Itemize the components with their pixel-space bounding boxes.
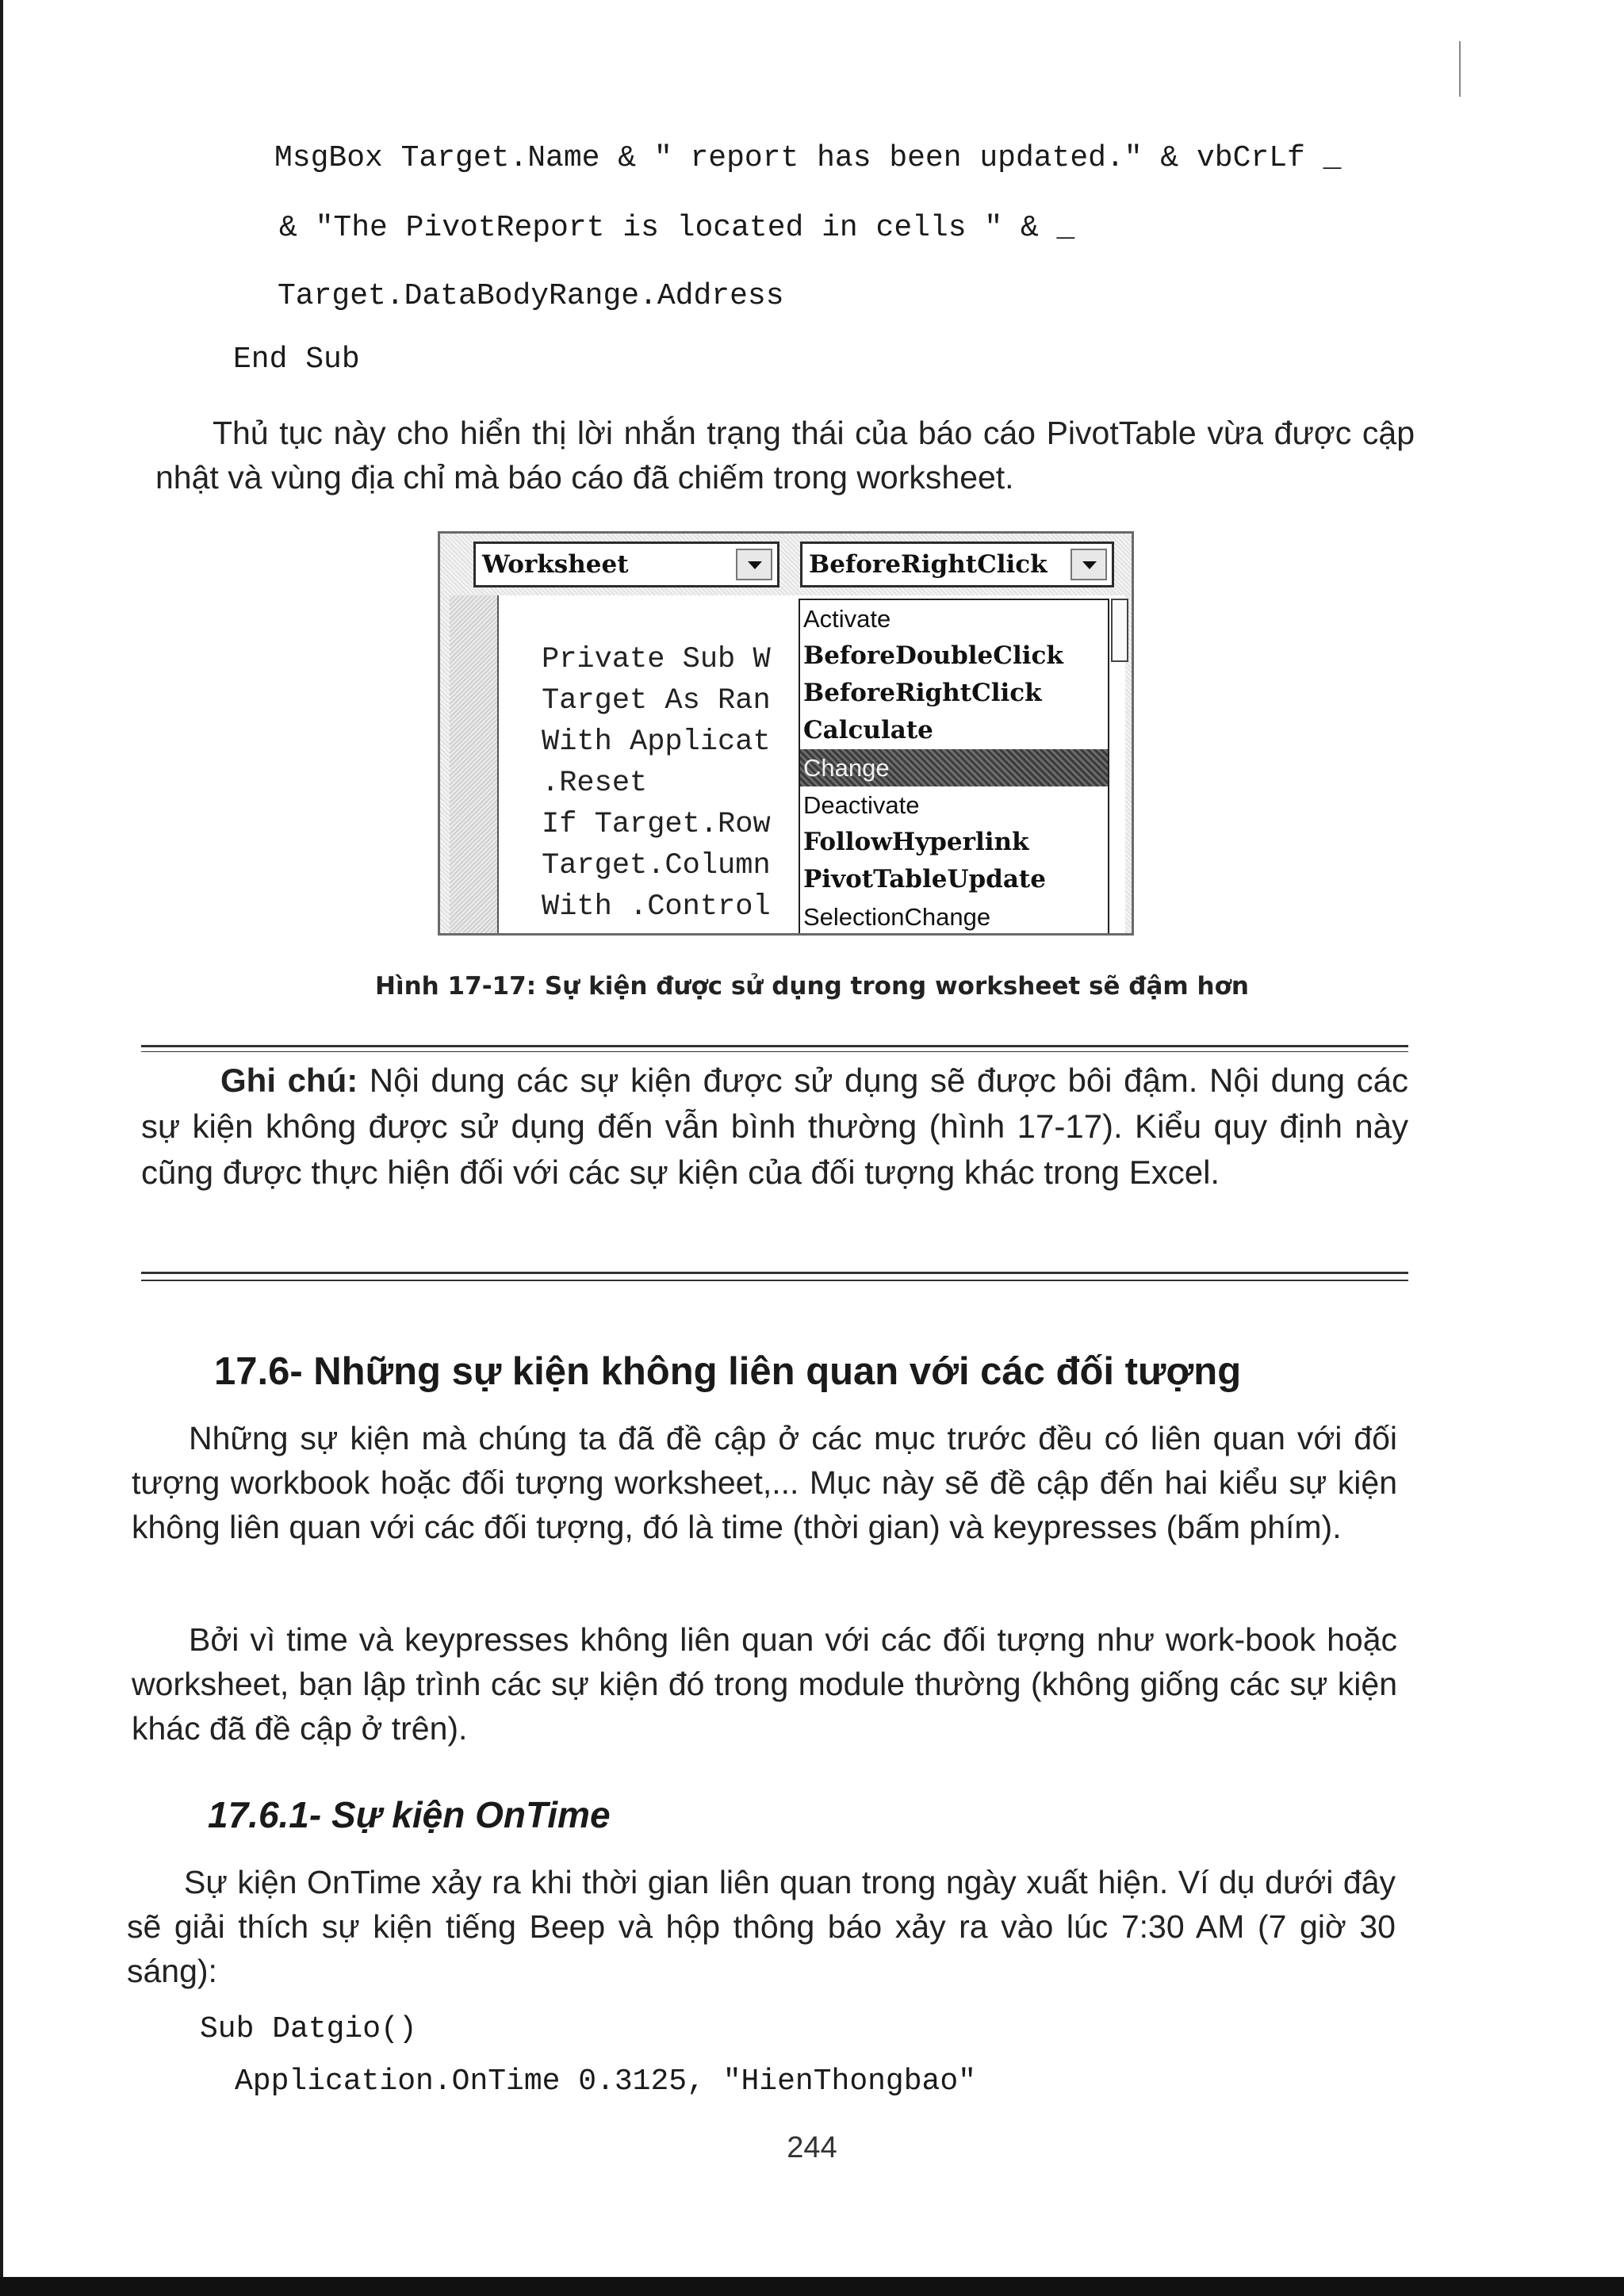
corner-mark (1459, 41, 1461, 97)
code-line-address: Target.DataBodyRange.Address (278, 279, 784, 313)
chevron-down-icon[interactable] (1071, 549, 1107, 580)
code-line: Private Sub W (542, 643, 771, 676)
event-item[interactable]: SelectionChange (803, 903, 991, 931)
divider (141, 1051, 1408, 1052)
paragraph-intro: Thủ tục này cho hiển thị lời nhắn trạng thái của báo cáo PivotTable vừa được cập nhật và vùng địa chỉ mà báo cáo đã chiếm trong worksheet. (155, 415, 1415, 496)
scrollbar[interactable] (1111, 599, 1128, 662)
procedure-combo-value: BeforeRightClick (809, 550, 1048, 579)
page-number: 244 (787, 2131, 837, 2164)
subsection-heading: 17.6.1- Sự kiện OnTime (208, 1794, 611, 1835)
event-dropdown-list[interactable] (799, 599, 1109, 936)
code-line-pivotreport: & "The PivotReport is located in cells " & _ (279, 211, 1075, 245)
code-line-msgbox: MsgBox Target.Name & " report has been updated." & vbCrLf _ (274, 141, 1342, 175)
divider (141, 1272, 1408, 1274)
page-edge-left (0, 0, 3, 2296)
note-block (141, 1058, 1408, 1196)
vba-editor-figure (438, 531, 1134, 936)
object-combo[interactable] (473, 541, 779, 587)
code-line: If Target.Row (542, 808, 771, 841)
code-margin-bar (450, 595, 499, 936)
code-line-end-sub: End Sub (233, 342, 360, 377)
code-line: .Reset (542, 767, 648, 800)
event-item[interactable]: FollowHyperlink (803, 828, 1029, 856)
event-item[interactable]: Change (800, 749, 1108, 786)
event-item[interactable]: PivotTableUpdate (803, 865, 1046, 894)
page-edge-bottom (0, 2277, 1624, 2296)
code-line-ontime: Application.OnTime 0.3125, "HienThongbao" (235, 2064, 976, 2099)
subsection-paragraph: Sự kiện OnTime xảy ra khi thời gian liên quan trong ngày xuất hiện. Ví dụ dưới đây sẽ giải thích sự kiện tiếng Beep và hộp thông báo xảy ra vào lúc 7:30 AM (7 giờ 30 sáng): (127, 1864, 1396, 1989)
divider (141, 1280, 1408, 1281)
note-label: Ghi chú: (220, 1062, 358, 1099)
code-line: With Applicat (542, 725, 771, 759)
divider (141, 1045, 1408, 1047)
note-text: Nội dung các sự kiện được sử dụng sẽ được bôi đậm. Nội dung các sự kiện không được sử dụng đến vẫn bình thường (hình 17-17). Kiểu quy định này cũng được thực hiện đối với các sự kiện của đối tượng khác trong Excel. (141, 1062, 1408, 1191)
event-item[interactable]: BeforeDoubleClick (803, 641, 1063, 670)
event-item[interactable]: Deactivate (803, 791, 920, 819)
figure-caption: Hình 17-17: Sự kiện được sử dụng trong worksheet sẽ đậm hơn (375, 972, 1249, 1001)
object-combo-value: Worksheet (482, 550, 629, 579)
event-item[interactable]: Calculate (803, 716, 933, 744)
chevron-down-icon[interactable] (736, 549, 772, 580)
procedure-combo[interactable] (800, 541, 1114, 587)
code-line: Target.Column (542, 849, 771, 882)
code-line: Target As Ran (542, 684, 771, 718)
code-line: With .Control (542, 890, 771, 924)
section-paragraph-2: Bởi vì time và keypresses không liên quan với các đối tượng như work-book hoặc worksheet, bạn lập trình các sự kiện đó trong module thường (không giống các sự kiện khác đã đề cập ở trên). (132, 1621, 1397, 1747)
code-line-sub-datgio: Sub Datgio() (200, 2012, 417, 2046)
section-paragraph-1: Những sự kiện mà chúng ta đã đề cập ở các mục trước đều có liên quan với đối tượng workbook hoặc đối tượng worksheet,... Mục này sẽ đề cập đến hai kiểu sự kiện không liên quan với các đối tượng, đó là time (thời gian) và keypresses (bấm phím). (132, 1420, 1397, 1545)
event-item[interactable]: Activate (803, 605, 891, 633)
section-heading: 17.6- Những sự kiện không liên quan với các đối tượng (214, 1350, 1242, 1393)
event-item[interactable]: BeforeRightClick (803, 679, 1042, 707)
